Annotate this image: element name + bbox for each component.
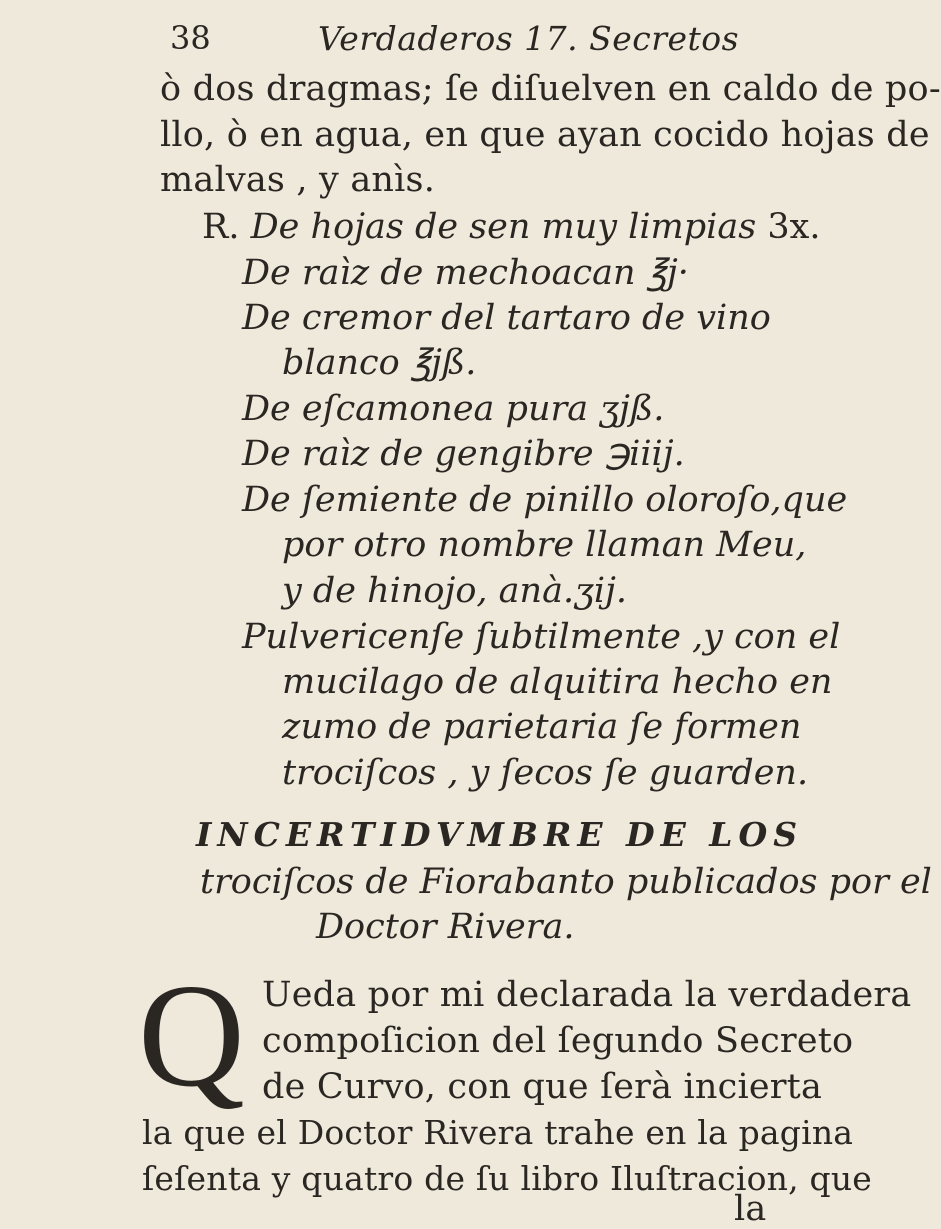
- section-heading: INCERTIDVMBRE DE LOS: [196, 815, 804, 854]
- recipe-line: trociſcos , y ſecos ſe guarden.: [282, 753, 809, 793]
- recipe-line: De ſemiente de pinillo oloroſo,que: [242, 480, 848, 520]
- body-line-3: malvas , y anìs.: [160, 160, 436, 200]
- recipe-line: por otro nombre llaman Meu,: [282, 525, 807, 565]
- recipe-first-quantity: 3x.: [767, 207, 821, 247]
- catchword: la: [734, 1189, 767, 1229]
- paragraph-line: de Curvo, con que ſerà incierta: [262, 1067, 823, 1107]
- paragraph-line: la que el Doctor Rivera trahe en la pagina: [142, 1113, 854, 1152]
- body-line-1: ò dos dragmas; ſe diſuelven en caldo de po-: [160, 69, 941, 109]
- body-line-2: llo, ò en agua, en que ayan cocido hojas de: [160, 115, 930, 155]
- recipe-line: De eſcamonea pura ʒjß.: [242, 389, 665, 429]
- paragraph-line: compoſicion del ſegundo Secreto: [262, 1021, 854, 1061]
- page-number: 38: [170, 19, 211, 57]
- recipe-line: blanco ℥jß.: [282, 343, 477, 383]
- drop-cap: Q: [138, 954, 245, 1118]
- recipe-line: zumo de parietaria ſe formen: [282, 707, 802, 747]
- paragraph-line: Ueda por mi declarada la verdadera: [262, 975, 912, 1015]
- recipe-line: De raìz de gengibre ℈iiij.: [242, 434, 685, 474]
- recipe-first-ingredient: De hojas de sen muy limpias: [250, 207, 757, 247]
- recipe-symbol: R.: [202, 207, 240, 247]
- paragraph-line: ſeſenta y quatro de ſu libro Iluſtracion, que: [142, 1159, 873, 1198]
- section-subheading: Doctor Rivera.: [316, 907, 575, 947]
- recipe-line: De raìz de mechoacan ℥j·: [242, 253, 689, 293]
- recipe-line: De cremor del tartaro de vino: [242, 298, 771, 338]
- running-title: Verdaderos 17. Secretos: [318, 19, 740, 58]
- recipe-line: y de hinojo, anà.ʒij.: [282, 571, 627, 611]
- recipe-first-line: [202, 207, 821, 247]
- section-subheading: trociſcos de Fiorabanto publicados por el: [200, 862, 932, 902]
- recipe-line: Pulvericenſe ſubtilmente ,y con el: [242, 617, 841, 657]
- recipe-line: mucilago de alquitira hecho en: [282, 662, 833, 702]
